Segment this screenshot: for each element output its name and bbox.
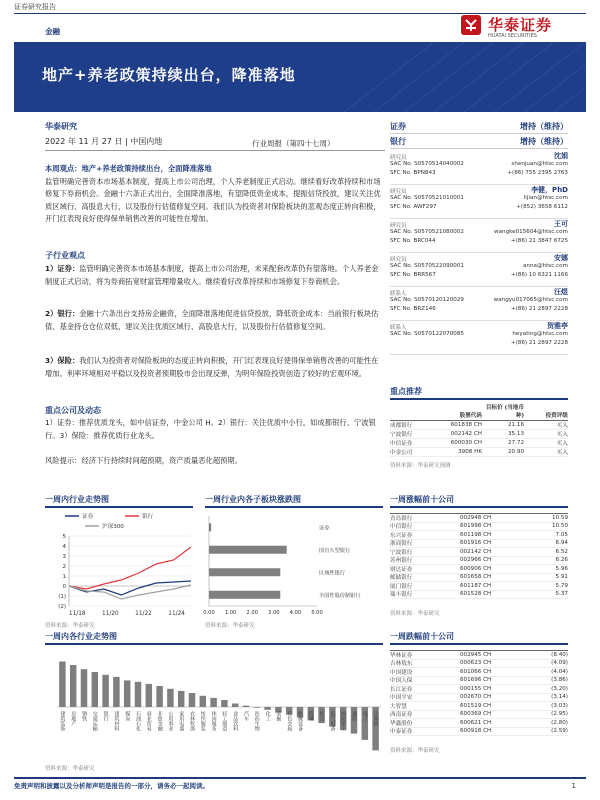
sector-chart-source: 资料来源：华泰研究	[205, 623, 255, 629]
focus-heading: 重点公司及动态	[45, 406, 101, 415]
summary-lead: 本周观点：地产+养老政策持续出台，全面降准落地	[45, 164, 212, 173]
losers-heading: 一周跌幅前十公司	[390, 632, 454, 641]
cell: 华鑫股份	[390, 720, 413, 727]
y-tick-label: 1	[62, 574, 66, 580]
date-separator: |	[124, 137, 131, 146]
footer-divider	[14, 777, 586, 779]
category-label: 建筑材料	[113, 711, 120, 731]
x-tick-label: 4.00	[289, 610, 302, 616]
recommend-source: 资料来源：华泰研究预测	[390, 463, 451, 469]
x-tick-label: 11/18	[68, 611, 86, 617]
analyst-card	[390, 287, 568, 321]
cell: 35.13	[507, 431, 524, 437]
cell: 大智慧	[390, 703, 407, 710]
bar	[221, 700, 227, 707]
x-tick-label: 1.00	[224, 610, 237, 616]
focus-text: 1）证券：推荐优质龙头，如中信证券，中金公司 H。2）银行：关注优质中小行，如成都银行、宁波银行。3）保险：推荐优质行业龙头。	[45, 418, 376, 440]
analyst-role: 研究员	[390, 223, 407, 229]
col-header: 投资评级	[545, 413, 568, 419]
title-banner	[14, 42, 586, 112]
table-row	[390, 728, 568, 737]
y-tick-label: 0	[62, 584, 66, 590]
analyst-name: 贺雅亭	[547, 322, 568, 330]
category-label: 钢铁	[81, 711, 87, 721]
cell: 601998 CH	[460, 523, 492, 530]
cell: 5.96	[555, 565, 568, 572]
table-header	[390, 403, 568, 421]
cell: 浙商银行	[390, 541, 413, 548]
cell: (8.40)	[551, 651, 568, 658]
cell: 002142 CH	[460, 548, 492, 555]
category-label: 煤炭	[124, 711, 131, 721]
securities-text: 监管明确完善资本市场基本制度，提高上市公司治理，未来配套改革仍有望落地。个人养老金制度正式启动，将为券商拓宽财富管理增量收入。继续看好改革持续和市场修复下券商机会。	[45, 264, 379, 286]
rating-sector: 证券	[390, 122, 406, 131]
cell: 中信银行	[390, 524, 413, 531]
banks-text: 金融十六条出台支持房企融资，全面降准落地促进信贷投放，降低资金成本：当前银行板块估值、基金持仓仓位双低，建议关注优质区域行、高股息大行，以及股份行估值修复空间。	[45, 309, 379, 331]
analyst-card	[390, 321, 568, 355]
table-row	[390, 548, 568, 557]
bar	[178, 691, 184, 707]
analyst-list	[390, 151, 568, 355]
weekly-trend-chart	[45, 510, 195, 622]
cell: 002966 CH	[460, 557, 492, 564]
category-label: 建筑装饰	[59, 711, 66, 731]
industry-chart-source: 资料来源：华泰研究	[45, 766, 95, 772]
rating-row-banks	[390, 134, 568, 149]
cell: 中泰证券	[390, 729, 413, 736]
x-tick-label: 11/22	[135, 611, 152, 617]
category-label: 房地产	[70, 711, 77, 726]
sector-bar-chart	[205, 510, 385, 622]
industry-bar-chart	[45, 647, 385, 769]
analyst-card	[390, 219, 568, 253]
cell: 中国平安	[390, 695, 413, 702]
x-tick-label: 11/24	[168, 611, 185, 617]
losers-table	[390, 645, 568, 736]
cell: 20.90	[507, 449, 524, 455]
cell: 600369 CH	[460, 711, 492, 718]
analyst-role: 研究员	[390, 155, 407, 161]
table-row	[390, 719, 568, 728]
weekly-chart-source: 资料来源：华泰研究	[45, 623, 95, 629]
category-label: 休闲服务	[210, 711, 217, 731]
cell: 600030 CH	[450, 440, 482, 446]
table-row	[390, 421, 568, 430]
analyst-name: 安娜	[554, 254, 568, 262]
cell: 中国人保	[390, 678, 413, 685]
table-row	[390, 557, 568, 566]
cell: 600918 CH	[460, 728, 492, 735]
analyst-sac: SAC No. S0570514040002	[390, 161, 464, 167]
category-label: 通信	[351, 711, 357, 721]
category-label: 医药生物	[253, 711, 260, 731]
analyst-sac: SAC No. S0570522090001	[390, 263, 464, 269]
cell: 601519 CH	[460, 702, 492, 709]
insurance-text: 我们认为投资者对保险板块的态度正转向积极，开门红表现良好使得保单销售改善的可能性在增加。利率环境相对平稳以及投资者预期股市会出现反弹，为明年保险投资创造了较好的宏观环境。	[45, 356, 379, 378]
analyst-phone: +(86) 21 2897 2228	[510, 340, 568, 346]
analyst-email[interactable]: wangke015604@htsc.com	[494, 229, 568, 235]
rating-row-securities	[390, 119, 568, 134]
logo-name: 华泰证券	[488, 16, 553, 34]
analyst-card	[390, 151, 568, 185]
y-tick-label: 4	[62, 544, 66, 550]
cell: 宁波银行	[390, 432, 413, 438]
category-label: 计算机	[372, 711, 379, 726]
category-label: 国防军工	[340, 711, 347, 731]
summary-text: 监管明确完善资本市场基本制度，提高上市公司治理，个人养老制度正式启动。继续看好改革持续和市场修复下券商机会。金融十六条正式出台，全面降准落地，有望降低资金成本，提振信贷投放，建议关注优质区域行、高股息大行，以及股份行估值修复空间。我们认为投资者对保险板块的悲观态度正转向积极，开门红表现良好使得保单销售改善的可能性在增加。	[45, 176, 381, 223]
meta-divider	[45, 150, 385, 151]
category-label: 采掘	[275, 711, 282, 721]
recommend-rule	[390, 398, 568, 400]
table-row	[390, 523, 568, 532]
table-row	[390, 565, 568, 574]
analyst-name: 李健，PhD	[531, 186, 568, 194]
col-header: 目标价 (当地币种)	[485, 405, 524, 419]
bar	[243, 706, 249, 707]
cell: 10.59	[551, 514, 568, 521]
cell: 600621 CH	[460, 719, 492, 726]
cell: 601187 CH	[460, 582, 492, 589]
category-label: 机械设备	[297, 711, 303, 731]
weekly-chart-heading: 一周内行业走势图	[45, 495, 109, 504]
col-header: 股票代码	[459, 413, 482, 419]
table-row	[390, 685, 568, 694]
bar	[135, 682, 141, 707]
gainers-table	[390, 508, 568, 599]
insurance-paragraph	[45, 355, 385, 380]
legend-label: 沪深300	[102, 524, 124, 530]
category-label: 传媒	[307, 711, 314, 721]
bar	[209, 591, 280, 599]
y-tick-label: 5	[62, 534, 66, 540]
bar	[146, 684, 152, 707]
cell: 6.52	[555, 548, 568, 555]
table-row	[390, 531, 568, 540]
bar	[209, 546, 287, 554]
cell: 21.16	[507, 422, 524, 428]
analyst-name: 王可	[554, 220, 568, 228]
analyst-sac: SAC No. S0570122070085	[390, 331, 464, 337]
cell: 002945 CH	[460, 651, 492, 658]
table-row	[390, 439, 568, 448]
category-label: 食品饮料	[232, 711, 239, 731]
cell: 601066 CH	[460, 668, 492, 675]
analyst-phone: +(86) 10 6321 1166	[510, 272, 568, 278]
x-tick-label: 5.00	[311, 610, 323, 616]
cell: 7.05	[555, 531, 568, 538]
logo-mark-icon	[460, 14, 482, 36]
losers-source: 资料来源：华泰研究	[390, 748, 440, 754]
analyst-sfc: SFC No. AWF297	[390, 204, 437, 210]
summary-paragraph	[45, 163, 385, 226]
bar	[156, 686, 162, 707]
analyst-role: 联系人	[390, 325, 407, 331]
cell: 601198 CH	[460, 531, 492, 538]
category-label: 国有大型银行	[319, 547, 351, 554]
cell: 601916 CH	[460, 540, 492, 547]
bar	[210, 698, 216, 707]
cell: 600906 CH	[460, 565, 492, 572]
category-label: 商业贸易	[145, 711, 152, 731]
bar	[81, 669, 87, 707]
bar	[124, 680, 130, 707]
category-label: 汽车	[243, 711, 249, 721]
page-number: 1	[571, 782, 576, 790]
cell: 吉林敖东	[390, 661, 413, 668]
category-label: 电子	[361, 711, 368, 721]
analyst-sac: SAC No. S0570521010001	[390, 195, 464, 201]
analyst-role: 研究员	[390, 257, 407, 263]
analyst-sfc: SFC No. BRC044	[390, 238, 436, 244]
cell: 5.79	[555, 582, 568, 589]
table-row	[390, 668, 568, 677]
rating-value: 增持（维持）	[520, 122, 568, 131]
cell: (4.04)	[551, 668, 568, 675]
report-title: 地产+养老政策持续出台，降准落地	[42, 66, 296, 84]
industry-chart-heading: 一周内各行业走势图	[45, 632, 117, 641]
cell: 601696 CH	[460, 677, 492, 684]
bar	[232, 704, 238, 708]
y-tick-label: 3	[62, 554, 66, 560]
analyst-email[interactable]: heyating@htsc.com	[512, 331, 568, 337]
analyst-card	[390, 253, 568, 287]
analyst-role: 联系人	[390, 291, 407, 297]
category-label: 公用事业	[167, 711, 174, 731]
disclaimer-note: 免责声明和披露以及分析师声明是报告的一部分，请务必一起阅读。	[14, 782, 209, 790]
analyst-email[interactable]: anna@htsc.com	[523, 263, 568, 269]
rating-sector: 银行	[390, 137, 406, 146]
cell: 002142 CH	[450, 431, 482, 437]
cell: 邮储银行	[390, 575, 413, 582]
table-row	[390, 677, 568, 686]
bar	[167, 689, 173, 707]
table-row	[390, 702, 568, 711]
weekly-chart-rule	[45, 506, 193, 508]
rating-value: 增持（维持）	[520, 137, 568, 146]
recommend-heading: 重点推荐	[390, 387, 422, 396]
cell: 601658 CH	[460, 574, 492, 581]
category-label: 区域性银行	[319, 570, 345, 577]
y-tick-label: (1)	[58, 594, 66, 600]
cell: 东兴证券	[390, 532, 413, 539]
report-series: 行业周报（第四十七周）	[252, 139, 335, 148]
gainers-source: 资料来源：华泰研究	[390, 611, 440, 617]
banks-lead: 2）银行：	[45, 309, 80, 318]
x-tick-label: 2.00	[246, 610, 258, 616]
category-label: 证券	[319, 525, 330, 532]
y-tick-label: 2	[62, 564, 66, 570]
bar	[113, 677, 119, 707]
analyst-sfc: SFC No. BRZ146	[390, 306, 436, 312]
cell: 601838 CH	[450, 422, 482, 428]
legend-label: 银行	[142, 514, 154, 520]
research-team: 华泰研究	[45, 122, 77, 131]
table-row	[390, 582, 568, 591]
cell: 财达证券	[390, 566, 413, 573]
cell: 601528 CH	[460, 591, 492, 598]
cell: (3.20)	[551, 685, 568, 692]
category-label: 有色金属	[286, 711, 293, 731]
table-row	[390, 448, 568, 457]
analyst-name: 沈娟	[554, 152, 568, 160]
logo-sub: HUATAI SECURITIES	[488, 33, 537, 39]
category-label: 轻工制造	[221, 711, 228, 731]
cell: 中金公司	[390, 450, 413, 456]
analyst-sac: SAC No. S0570521080002	[390, 229, 464, 235]
bar	[209, 568, 280, 576]
cell: 中信证券	[390, 441, 413, 447]
x-tick-label: 0.00	[203, 610, 215, 616]
analyst-email[interactable]: wangyu017065@htsc.com	[493, 297, 568, 303]
cell: 买入	[556, 432, 568, 438]
risk-text: 风险提示：经济下行持续时间超预期，资产质量恶化超预期。	[45, 456, 243, 465]
legend-label: 证券	[82, 514, 94, 520]
ratings-box	[390, 119, 568, 149]
bar	[189, 693, 195, 707]
cell: (3.86)	[551, 677, 568, 684]
cell: 长江证券	[390, 686, 413, 693]
analyst-phone: +(86) 21 3847 6725	[510, 238, 568, 244]
x-tick-label: 3.00	[268, 610, 280, 616]
sub-industry-heading: 子行业观点	[45, 251, 85, 260]
analyst-phone: +(86) 21 2897 2228	[510, 306, 568, 312]
cell: 宁波银行	[390, 549, 413, 556]
report-type-label: 证券研究报告	[14, 3, 56, 11]
cell: (2.80)	[551, 719, 568, 726]
bar	[59, 662, 65, 708]
cell: 中国建设	[390, 669, 413, 676]
cell: 6.94	[555, 540, 568, 547]
cell: (3.03)	[551, 702, 568, 709]
category-label: 家用电器	[178, 711, 185, 731]
series-line	[69, 547, 191, 589]
cell: 3908 HK	[458, 449, 482, 455]
cell: 5.91	[555, 574, 568, 581]
analyst-email[interactable]: lijian@htsc.com	[523, 195, 568, 201]
cell: 瑞丰银行	[390, 592, 413, 599]
industry-chart-rule	[45, 643, 383, 645]
y-tick-label: (2)	[58, 604, 66, 610]
bar	[70, 665, 76, 707]
series-line	[69, 581, 191, 595]
sector-chart-heading: 一周行业内各子板块涨跌图	[205, 495, 301, 504]
bar	[102, 675, 108, 707]
cell: 厦门银行	[390, 583, 413, 590]
section-tag: 金融	[45, 27, 60, 36]
cell: 华林证券	[390, 652, 413, 659]
cell: 成都银行	[390, 423, 413, 429]
table-row	[390, 540, 568, 549]
analyst-sfc: SFC No. BPN843	[390, 170, 436, 176]
gainers-heading: 一周涨幅前十公司	[390, 495, 454, 504]
securities-paragraph	[45, 263, 385, 288]
cell: (2.95)	[551, 711, 568, 718]
cell: 27.72	[507, 440, 524, 446]
analyst-sac: SAC No. S0570120120029	[390, 297, 464, 303]
sector-chart-rule	[205, 506, 383, 508]
cell: 苏州银行	[390, 558, 413, 565]
table-row	[390, 651, 568, 660]
cell: 002670 CH	[460, 694, 492, 701]
bar	[92, 672, 98, 707]
report-region: 中国内地	[130, 137, 163, 146]
analyst-name: 汪煜	[554, 288, 568, 296]
table-row	[390, 694, 568, 703]
category-label: 化工	[264, 711, 271, 721]
category-label: 交通运输	[91, 711, 98, 731]
category-label: 石油石化	[135, 711, 141, 731]
securities-lead: 1）证券：	[45, 264, 80, 273]
x-tick-label: 11/20	[102, 611, 119, 617]
table-row	[390, 514, 568, 523]
analyst-phone: +(852) 3658 6112	[516, 204, 568, 210]
table-row	[390, 591, 568, 600]
category-label: 全国性股份制银行	[319, 592, 361, 599]
cell: 买入	[556, 441, 568, 447]
analyst-email[interactable]: shenjuan@htsc.com	[511, 161, 568, 167]
cell: 000155 CH	[460, 685, 492, 692]
report-date-line	[45, 136, 162, 147]
company-logo	[460, 12, 580, 42]
cell: 000623 CH	[460, 660, 492, 667]
category-label: 纺织服装	[199, 711, 206, 731]
bar	[200, 696, 206, 707]
category-label: 电气设备	[329, 711, 336, 731]
analyst-card	[390, 185, 568, 219]
cell: 6.26	[555, 557, 568, 564]
table-row	[390, 711, 568, 720]
cell: 西南证券	[390, 712, 413, 719]
category-label: 农林牧渔	[189, 711, 195, 731]
cell: 002948 CH	[460, 514, 492, 521]
analyst-phone: +(86) 755 2395 2763	[507, 170, 568, 176]
cell: 5.37	[555, 591, 568, 598]
table-row	[390, 430, 568, 439]
analyst-role: 研究员	[390, 189, 407, 195]
recommend-table	[390, 403, 568, 457]
category-label: 银行	[102, 711, 109, 721]
cell: 10.50	[551, 523, 568, 530]
cell: 买入	[556, 450, 568, 456]
bar	[264, 707, 270, 710]
cell: 青岛银行	[390, 515, 413, 522]
category-label: 非银金融	[156, 711, 163, 731]
category-label: 综合	[318, 711, 325, 721]
table-row	[390, 660, 568, 669]
bar	[254, 707, 260, 708]
cell: (3.14)	[551, 694, 568, 701]
cell: (2.59)	[551, 728, 568, 735]
bar	[209, 523, 211, 531]
report-date: 2022 年 11 月 27 日	[45, 137, 123, 146]
banks-paragraph	[45, 308, 385, 333]
analyst-sfc: SFC No. BRR567	[390, 272, 436, 278]
cell: 买入	[556, 423, 568, 429]
table-row	[390, 574, 568, 583]
insurance-lead: 3）保险：	[45, 356, 80, 365]
cell: (4.09)	[551, 660, 568, 667]
